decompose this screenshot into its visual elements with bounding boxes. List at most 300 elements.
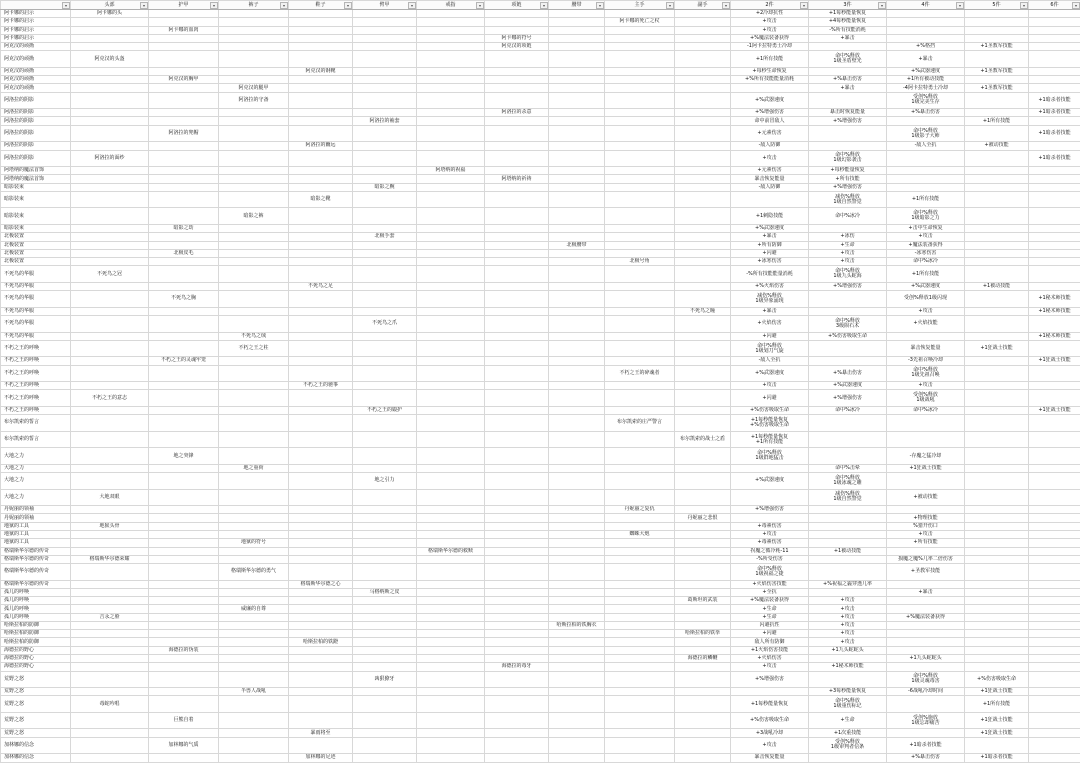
table-cell[interactable] (549, 365, 605, 382)
table-cell[interactable] (549, 249, 605, 257)
table-cell[interactable] (149, 655, 219, 663)
set-name-cell[interactable]: 丹妮丽的领袖 (1, 514, 71, 522)
table-cell[interactable] (675, 282, 731, 290)
table-cell[interactable] (965, 208, 1029, 225)
table-cell[interactable] (605, 357, 675, 365)
table-cell[interactable]: 阿洛拉的面纱 (71, 150, 149, 167)
table-cell[interactable] (417, 671, 485, 688)
table-cell[interactable] (353, 630, 417, 638)
table-cell[interactable]: 不朽之王的驰事 (289, 382, 353, 390)
set-name-cell[interactable]: 不朽之王的呼唤 (1, 382, 71, 390)
table-cell[interactable] (149, 332, 219, 340)
table-cell[interactable] (485, 431, 549, 448)
table-cell[interactable] (675, 531, 731, 539)
table-cell[interactable] (353, 382, 417, 390)
table-cell[interactable]: +1圣教军技能 (965, 84, 1029, 92)
table-cell[interactable] (485, 51, 549, 68)
table-cell[interactable] (965, 415, 1029, 432)
table-cell[interactable] (965, 109, 1029, 117)
table-cell[interactable] (605, 249, 675, 257)
table-cell[interactable] (71, 76, 149, 84)
table-cell[interactable] (71, 431, 149, 448)
table-cell[interactable] (675, 646, 731, 654)
table-cell[interactable] (353, 580, 417, 588)
table-cell[interactable] (219, 365, 289, 382)
table-cell[interactable]: 减伤%释放 1级异象涌现 (731, 291, 809, 308)
table-cell[interactable] (289, 688, 353, 696)
set-name-cell[interactable]: 不朽之王的呼唤 (1, 357, 71, 365)
table-cell[interactable]: +%祝福之霾穿透几率 (809, 580, 887, 588)
table-cell[interactable] (71, 464, 149, 472)
table-cell[interactable] (353, 26, 417, 34)
table-cell[interactable] (485, 150, 549, 167)
table-cell[interactable] (809, 92, 887, 109)
set-name-cell[interactable]: 不死鸟的华服 (1, 315, 71, 332)
table-cell[interactable] (149, 597, 219, 605)
table-cell[interactable] (675, 613, 731, 621)
table-cell[interactable] (485, 613, 549, 621)
table-cell[interactable] (289, 506, 353, 514)
table-cell[interactable]: 命中%释放 1级圣盾壁光 (809, 51, 887, 68)
table-cell[interactable] (353, 109, 417, 117)
table-cell[interactable] (149, 754, 219, 762)
set-name-cell[interactable]: 哈斯拉柏的防御 (1, 630, 71, 638)
table-cell[interactable]: +%伤害吸取生命 (731, 712, 809, 729)
table-cell[interactable] (149, 365, 219, 382)
table-cell[interactable] (605, 117, 675, 125)
table-cell[interactable] (417, 109, 485, 117)
table-cell[interactable] (71, 655, 149, 663)
table-cell[interactable] (71, 191, 149, 208)
table-cell[interactable]: 哈斯拉柏的铁拳 (675, 630, 731, 638)
table-cell[interactable]: +4每秒能量恢复 (809, 18, 887, 26)
table-cell[interactable] (417, 142, 485, 150)
table-cell[interactable]: 敌人所有防御 (731, 638, 809, 646)
table-cell[interactable] (605, 51, 675, 68)
table-cell[interactable] (965, 638, 1029, 646)
table-cell[interactable]: +物理技能 (887, 514, 965, 522)
table-cell[interactable]: 丹妮丽之复仇 (605, 506, 675, 514)
table-cell[interactable] (887, 621, 965, 629)
table-cell[interactable] (549, 76, 605, 84)
column-header[interactable] (809, 1, 887, 10)
table-cell[interactable] (549, 34, 605, 42)
set-name-cell[interactable]: 阿洛拉的阴影 (1, 150, 71, 167)
table-cell[interactable]: +%武器速度 (731, 473, 809, 490)
table-cell[interactable] (887, 10, 965, 18)
table-cell[interactable] (965, 646, 1029, 654)
table-cell[interactable] (965, 26, 1029, 34)
table-cell[interactable] (353, 737, 417, 754)
table-cell[interactable] (149, 729, 219, 737)
table-cell[interactable] (809, 448, 887, 465)
table-cell[interactable]: +圣教军技能 (887, 564, 965, 581)
table-cell[interactable] (675, 448, 731, 465)
table-cell[interactable]: +攻击 (731, 382, 809, 390)
table-cell[interactable]: 命中%释放 1级九头蛇海 (809, 266, 887, 283)
table-cell[interactable] (219, 588, 289, 596)
table-cell[interactable] (417, 489, 485, 506)
table-cell[interactable]: 命中%冰冷 (887, 406, 965, 414)
table-cell[interactable] (605, 613, 675, 621)
table-cell[interactable]: +1被动技能 (965, 282, 1029, 290)
table-cell[interactable] (485, 514, 549, 522)
table-cell[interactable] (675, 712, 731, 729)
table-cell[interactable]: 阿克汉的项链 (485, 43, 549, 51)
table-cell[interactable] (809, 588, 887, 596)
table-cell[interactable] (219, 555, 289, 563)
table-cell[interactable]: +1圣教军技能 (965, 67, 1029, 75)
table-cell[interactable] (549, 555, 605, 563)
table-cell[interactable] (965, 630, 1029, 638)
table-cell[interactable] (675, 150, 731, 167)
table-cell[interactable] (965, 382, 1029, 390)
table-cell[interactable] (485, 315, 549, 332)
table-cell[interactable]: +攻击 (809, 638, 887, 646)
table-cell[interactable] (965, 258, 1029, 266)
table-cell[interactable] (289, 307, 353, 315)
table-cell[interactable]: +攻击 (887, 233, 965, 241)
table-cell[interactable]: -%所受伤害 (731, 555, 809, 563)
table-cell[interactable]: 不朽之王之柱 (219, 340, 289, 357)
table-cell[interactable] (353, 712, 417, 729)
table-cell[interactable] (149, 117, 219, 125)
table-cell[interactable] (417, 18, 485, 26)
table-cell[interactable]: 命中%释放 1级幻影袭击 (809, 150, 887, 167)
table-cell[interactable] (417, 307, 485, 315)
table-cell[interactable]: +元素伤害 (731, 167, 809, 175)
table-cell[interactable] (809, 506, 887, 514)
table-cell[interactable]: +%暴击伤害 (887, 109, 965, 117)
table-cell[interactable] (549, 406, 605, 414)
table-cell[interactable] (219, 175, 289, 183)
table-cell[interactable] (485, 555, 549, 563)
table-cell[interactable] (149, 233, 219, 241)
table-cell[interactable] (149, 43, 219, 51)
table-cell[interactable] (1029, 621, 1080, 629)
table-cell[interactable] (71, 18, 149, 26)
filter-dropdown-icon[interactable]: ▾ (1020, 2, 1028, 9)
table-cell[interactable] (417, 117, 485, 125)
table-cell[interactable]: +生命 (809, 712, 887, 729)
set-name-cell[interactable]: 不死鸟的华服 (1, 332, 71, 340)
table-cell[interactable] (219, 663, 289, 671)
table-cell[interactable] (675, 489, 731, 506)
table-cell[interactable] (809, 564, 887, 581)
table-cell[interactable] (417, 754, 485, 762)
table-cell[interactable] (809, 225, 887, 233)
table-cell[interactable] (289, 43, 353, 51)
table-cell[interactable] (149, 34, 219, 42)
table-cell[interactable] (289, 539, 353, 547)
table-cell[interactable] (71, 167, 149, 175)
table-cell[interactable] (675, 142, 731, 150)
table-cell[interactable] (605, 646, 675, 654)
table-cell[interactable]: +%魔法装备获得 (731, 34, 809, 42)
table-cell[interactable]: +1狂战士技能 (887, 464, 965, 472)
table-cell[interactable] (549, 580, 605, 588)
set-name-cell[interactable]: 暗影装束 (1, 183, 71, 191)
table-cell[interactable] (485, 249, 549, 257)
table-cell[interactable]: 暗影之裤 (219, 208, 289, 225)
table-cell[interactable] (675, 547, 731, 555)
table-cell[interactable] (549, 630, 605, 638)
table-cell[interactable] (549, 712, 605, 729)
table-cell[interactable] (605, 655, 675, 663)
table-cell[interactable] (485, 10, 549, 18)
table-cell[interactable] (549, 448, 605, 465)
table-cell[interactable] (71, 225, 149, 233)
table-cell[interactable] (289, 646, 353, 654)
table-cell[interactable]: +攻击 (809, 621, 887, 629)
table-cell[interactable] (965, 489, 1029, 506)
table-cell[interactable] (353, 555, 417, 563)
table-cell[interactable] (605, 10, 675, 18)
table-cell[interactable] (71, 630, 149, 638)
table-cell[interactable] (675, 167, 731, 175)
table-cell[interactable] (485, 638, 549, 646)
table-cell[interactable]: 暴击恢复能量 (731, 754, 809, 762)
table-cell[interactable]: +%武器速度 (887, 67, 965, 75)
table-cell[interactable] (71, 241, 149, 249)
table-cell[interactable]: 损魔之魔%几率二倍伤害 (887, 555, 965, 563)
table-cell[interactable] (1029, 241, 1080, 249)
table-cell[interactable]: 命中%冰冷 (887, 258, 965, 266)
table-cell[interactable] (549, 167, 605, 175)
table-cell[interactable] (675, 580, 731, 588)
table-cell[interactable] (809, 307, 887, 315)
table-cell[interactable] (289, 431, 353, 448)
table-cell[interactable] (149, 315, 219, 332)
table-cell[interactable] (549, 754, 605, 762)
table-cell[interactable] (71, 332, 149, 340)
table-cell[interactable] (485, 754, 549, 762)
table-cell[interactable] (605, 597, 675, 605)
table-cell[interactable] (417, 688, 485, 696)
table-cell[interactable] (549, 506, 605, 514)
table-cell[interactable] (353, 605, 417, 613)
table-cell[interactable] (71, 415, 149, 432)
table-cell[interactable] (71, 564, 149, 581)
table-cell[interactable] (549, 51, 605, 68)
table-cell[interactable] (71, 597, 149, 605)
set-name-cell[interactable]: 不朽之王的呼唤 (1, 406, 71, 414)
table-cell[interactable]: +闪避 (731, 390, 809, 407)
table-cell[interactable] (417, 663, 485, 671)
table-cell[interactable] (965, 514, 1029, 522)
table-cell[interactable]: 不死鸟之爪 (353, 315, 417, 332)
table-cell[interactable]: +%增强伤害 (809, 117, 887, 125)
table-cell[interactable]: +攻击 (809, 258, 887, 266)
table-cell[interactable] (289, 737, 353, 754)
set-name-cell[interactable]: 不死鸟的华服 (1, 282, 71, 290)
table-cell[interactable] (731, 514, 809, 522)
table-cell[interactable] (809, 340, 887, 357)
table-cell[interactable] (149, 555, 219, 563)
table-cell[interactable] (289, 208, 353, 225)
table-cell[interactable]: +1每秒能量恢复 +%伤害吸取生命 (731, 415, 809, 432)
table-cell[interactable]: +所有技能 (887, 539, 965, 547)
table-cell[interactable]: 暴雨将至 (289, 729, 353, 737)
table-cell[interactable] (485, 588, 549, 596)
table-cell[interactable]: 命中%释放 1级划刀气旋 (731, 340, 809, 357)
table-cell[interactable] (605, 448, 675, 465)
table-cell[interactable] (965, 51, 1029, 68)
table-cell[interactable] (149, 547, 219, 555)
table-cell[interactable]: 阿卡娜的血肉 (149, 26, 219, 34)
table-cell[interactable] (549, 688, 605, 696)
table-cell[interactable]: -1阿卡拉特勇士冷却 (731, 43, 809, 51)
table-cell[interactable] (417, 332, 485, 340)
table-cell[interactable] (417, 150, 485, 167)
table-cell[interactable] (549, 117, 605, 125)
table-cell[interactable] (219, 266, 289, 283)
table-cell[interactable] (71, 688, 149, 696)
table-cell[interactable]: 北极手套 (353, 233, 417, 241)
table-cell[interactable] (675, 332, 731, 340)
table-cell[interactable]: -冰寒伤害 (887, 249, 965, 257)
table-cell[interactable] (219, 183, 289, 191)
table-cell[interactable] (353, 564, 417, 581)
table-cell[interactable] (353, 547, 417, 555)
table-cell[interactable] (219, 531, 289, 539)
table-cell[interactable] (149, 67, 219, 75)
table-cell[interactable] (289, 10, 353, 18)
table-cell[interactable] (605, 696, 675, 713)
table-cell[interactable] (417, 233, 485, 241)
table-cell[interactable] (605, 225, 675, 233)
table-cell[interactable] (149, 688, 219, 696)
table-cell[interactable]: 布尔凯索的战士之盾 (675, 431, 731, 448)
table-cell[interactable]: +毒素伤害 (731, 539, 809, 547)
table-cell[interactable] (485, 464, 549, 472)
table-cell[interactable] (353, 76, 417, 84)
table-cell[interactable]: +火焰伤害 (731, 315, 809, 332)
table-cell[interactable] (809, 555, 887, 563)
column-header[interactable] (149, 1, 219, 10)
table-cell[interactable] (1029, 522, 1080, 530)
table-cell[interactable] (485, 737, 549, 754)
table-cell[interactable]: +1狂战士技能 (965, 688, 1029, 696)
table-cell[interactable] (965, 241, 1029, 249)
table-cell[interactable] (219, 671, 289, 688)
table-cell[interactable]: 阿洛拉的袖套 (353, 117, 417, 125)
set-name-cell[interactable]: 大地之力 (1, 448, 71, 465)
table-cell[interactable] (353, 67, 417, 75)
table-cell[interactable] (1029, 51, 1080, 68)
table-cell[interactable] (353, 448, 417, 465)
table-cell[interactable] (219, 18, 289, 26)
table-cell[interactable] (149, 464, 219, 472)
table-cell[interactable]: +%伤害吸取生命 (809, 332, 887, 340)
table-cell[interactable] (485, 241, 549, 249)
table-cell[interactable] (485, 522, 549, 530)
table-cell[interactable] (1029, 10, 1080, 18)
table-cell[interactable] (289, 18, 353, 26)
table-cell[interactable] (965, 406, 1029, 414)
table-cell[interactable]: +暴击 (887, 588, 965, 596)
table-cell[interactable]: 地狱头骨 (71, 522, 149, 530)
table-cell[interactable] (1029, 489, 1080, 506)
table-cell[interactable]: 不朽之王的锻护 (353, 406, 417, 414)
table-cell[interactable] (965, 663, 1029, 671)
set-name-cell[interactable]: 阿克汉的顽拗 (1, 43, 71, 51)
table-cell[interactable]: %猎开伤口 (887, 522, 965, 530)
table-cell[interactable] (289, 514, 353, 522)
table-cell[interactable] (965, 18, 1029, 26)
table-cell[interactable] (675, 671, 731, 688)
table-cell[interactable] (417, 448, 485, 465)
table-cell[interactable] (417, 191, 485, 208)
table-cell[interactable] (605, 671, 675, 688)
table-cell[interactable] (605, 489, 675, 506)
table-cell[interactable] (485, 688, 549, 696)
table-cell[interactable] (549, 340, 605, 357)
table-cell[interactable] (605, 522, 675, 530)
table-cell[interactable] (549, 183, 605, 191)
table-cell[interactable] (149, 183, 219, 191)
table-cell[interactable] (675, 291, 731, 308)
table-cell[interactable]: 海德拉的鳞鞭 (675, 655, 731, 663)
table-cell[interactable] (605, 688, 675, 696)
table-cell[interactable]: +所有防御 (731, 241, 809, 249)
table-cell[interactable] (149, 531, 219, 539)
table-cell[interactable] (887, 473, 965, 490)
table-cell[interactable] (605, 539, 675, 547)
table-cell[interactable] (485, 671, 549, 688)
table-cell[interactable]: 命中%释放 1级祝福之捷 (731, 564, 809, 581)
table-cell[interactable]: +2冷却抗性 (731, 10, 809, 18)
table-cell[interactable]: +冰寒伤害 (731, 258, 809, 266)
table-cell[interactable] (605, 291, 675, 308)
set-name-cell[interactable]: 阿卡娜的启示 (1, 10, 71, 18)
table-cell[interactable] (887, 431, 965, 448)
table-cell[interactable] (675, 92, 731, 109)
table-cell[interactable] (887, 415, 965, 432)
table-cell[interactable] (417, 712, 485, 729)
table-cell[interactable]: +火焰伤害技能 (731, 580, 809, 588)
table-cell[interactable]: +攻击 (731, 531, 809, 539)
table-cell[interactable] (549, 605, 605, 613)
table-cell[interactable] (675, 315, 731, 332)
table-cell[interactable]: 格瑞斯华尔德的救赎 (417, 547, 485, 555)
table-cell[interactable] (219, 415, 289, 432)
table-cell[interactable] (353, 415, 417, 432)
table-cell[interactable] (887, 605, 965, 613)
table-cell[interactable]: +全抗 (731, 588, 809, 596)
table-cell[interactable]: +1每秒能量恢复 +1所有技能 (731, 431, 809, 448)
table-cell[interactable] (605, 555, 675, 563)
table-cell[interactable] (1029, 696, 1080, 713)
table-cell[interactable] (289, 233, 353, 241)
table-cell[interactable] (289, 315, 353, 332)
table-cell[interactable]: 葛斯坦的武装 (675, 597, 731, 605)
table-cell[interactable] (887, 117, 965, 125)
table-cell[interactable] (1029, 564, 1080, 581)
table-cell[interactable]: 命中%释放 1级影子大师 (887, 125, 965, 142)
table-cell[interactable] (675, 84, 731, 92)
table-cell[interactable] (353, 663, 417, 671)
table-cell[interactable] (965, 167, 1029, 175)
table-cell[interactable] (219, 514, 289, 522)
table-cell[interactable] (1029, 382, 1080, 390)
table-cell[interactable] (965, 531, 1029, 539)
table-cell[interactable] (965, 175, 1029, 183)
table-cell[interactable] (1029, 663, 1080, 671)
table-cell[interactable] (71, 175, 149, 183)
table-cell[interactable] (149, 580, 219, 588)
table-cell[interactable]: 阿塔纳的祈祷 (485, 175, 549, 183)
